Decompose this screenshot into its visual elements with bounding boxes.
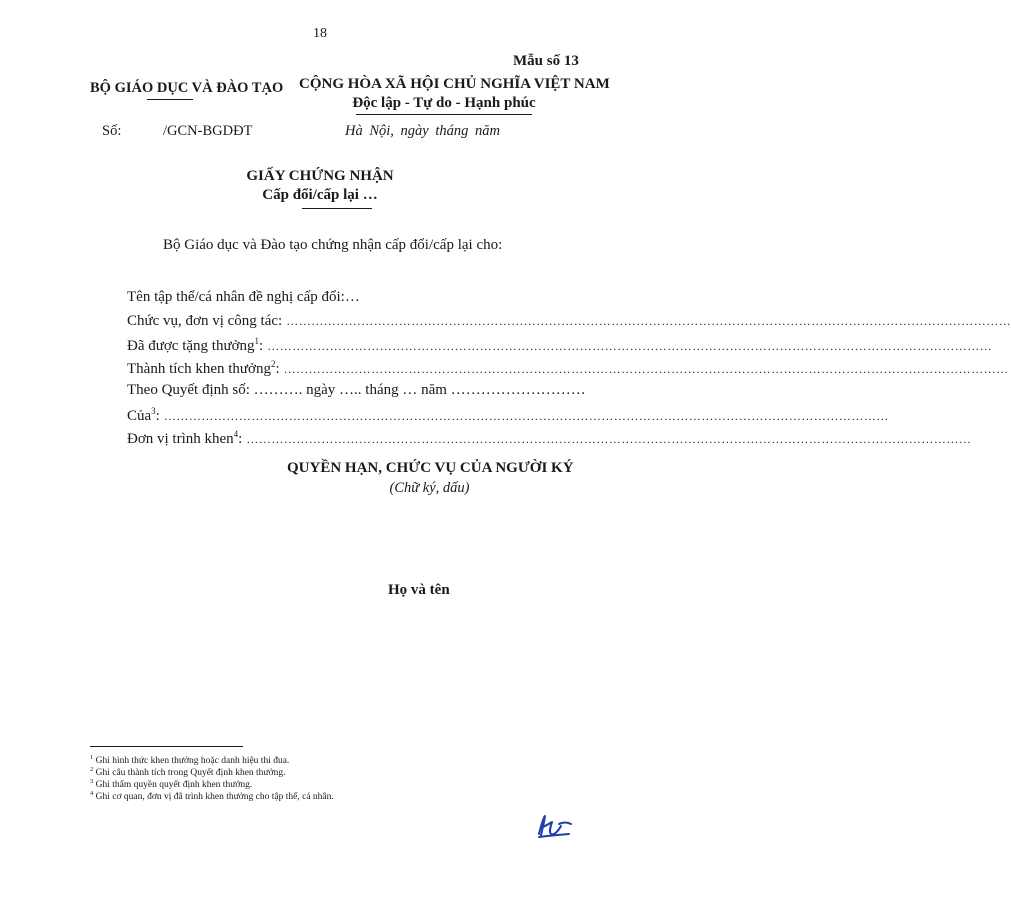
field-label: Của$^3$:: [127, 406, 160, 424]
ministry-underline: [147, 99, 193, 100]
page-number: 18: [313, 26, 327, 41]
footnote: $^1$ Ghi hình thức khen thưởng hoặc danh hiệu thi đua.: [90, 754, 290, 767]
field-achievement: [127, 359, 1009, 378]
field-dots: …………………………………………………………………………………………………………………………………………………………: [283, 362, 1009, 376]
field-position: [127, 313, 1011, 330]
republic-name: CỘNG HÒA XÃ HỘI CHỦ NGHĨA VIỆT NAM: [299, 76, 610, 92]
signer-full-name: Họ và tên: [388, 582, 450, 598]
field-decision: Theo Quyết định số: ………. ngày ….. tháng … năm ………………………: [127, 382, 586, 398]
ministry-name: BỘ GIÁO DỤC VÀ ĐÀO TẠO: [90, 80, 284, 96]
signature-note: (Chữ ký, dấu): [389, 480, 470, 496]
field-dots: …………………………………………………………………………………………………………………………………………………………: [286, 314, 1011, 328]
signer-authority: QUYỀN HẠN, CHỨC VỤ CỦA NGƯỜI KÝ: [287, 460, 574, 476]
field-nominee-name: [127, 289, 585, 306]
certificate-title: GIẤY CHỨNG NHẬN: [246, 168, 394, 184]
field-dots: …………………………………………………………………………………………………………………………………………………………: [246, 432, 972, 446]
motto-underline: [356, 114, 532, 115]
footnote: $^4$ Ghi cơ quan, đơn vị đã trình khen thưởng cho tập thể, cá nhân.: [90, 790, 334, 803]
field-label: Đã được tặng thưởng$^1$:: [127, 336, 264, 354]
field-dots: …………………………………………………………………………………………………………………………………………………………: [163, 409, 889, 423]
subtitle-underline: [302, 208, 372, 209]
footnote: $^2$ Ghi câu thành tích trong Quyết định khen thưởng.: [90, 766, 286, 779]
field-proposing-unit: [127, 429, 972, 448]
footnote-separator: [90, 746, 243, 747]
footnote: $^3$ Ghi thẩm quyền quyết định khen thưởng.: [90, 778, 253, 791]
field-issued-by: [127, 406, 889, 425]
field-dots: …………………………………………………………………………………………………………………………………………………………: [267, 339, 993, 353]
field-awarded: [127, 336, 993, 355]
form-number: Mẫu số 13: [513, 53, 579, 69]
field-label: Đơn vị trình khen$^4$:: [127, 429, 243, 447]
handwritten-initials: [535, 812, 573, 840]
doc-code: /GCN-BGDĐT: [163, 123, 253, 139]
field-label: Tên tập thể/cá nhân đề nghị cấp đổi:…: [127, 289, 360, 305]
certificate-subtitle: Cấp đổi/cấp lại …: [262, 187, 378, 203]
field-label: Chức vụ, đơn vị công tác:: [127, 313, 283, 329]
doc-number-label: Số:: [102, 123, 122, 139]
intro-sentence: Bộ Giáo dục và Đào tạo chứng nhận cấp đổi/cấp lại cho:: [163, 237, 503, 253]
place-date: Hà Nội, ngày tháng năm: [345, 123, 500, 139]
field-label: Thành tích khen thưởng$^2$:: [127, 359, 280, 377]
national-motto: Độc lập - Tự do - Hạnh phúc: [352, 95, 536, 111]
